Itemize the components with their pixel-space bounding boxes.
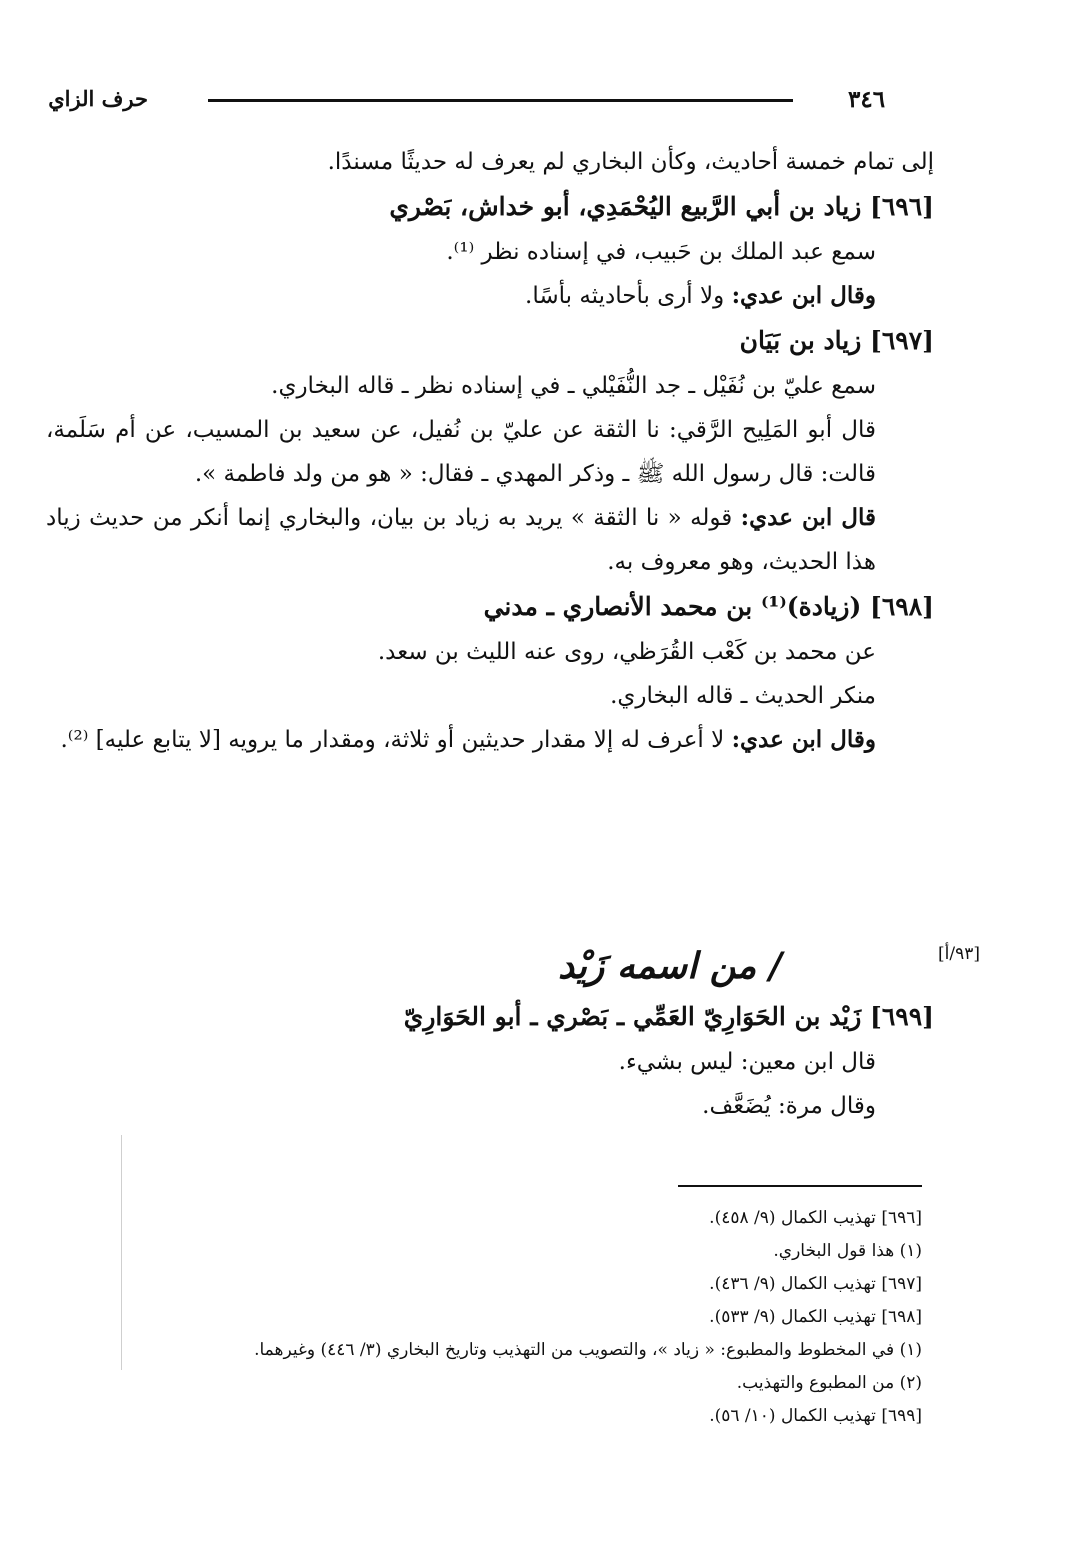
paragraph-text: ولا أرى بأحاديثه بأسًا. [525, 283, 732, 309]
paragraph [46, 274, 934, 318]
paragraph: إلى تمام خمسة أحاديث، وكأن البخاري لم يعرف له حديثًا مسندًا. [327, 149, 934, 175]
footnote-rule [678, 1185, 922, 1187]
paragraph-text: قوله « نا الثقة » يريد به زياد بن بيان، والبخاري إنما أنكر من حديث زياد هذا الحديث، وهو معروف به. [46, 505, 876, 575]
folio-marker: [٩٣/أ] [938, 944, 980, 964]
paragraph: عن محمد بن كَعْب القُرَظي، روى عنه الليث بن سعد. [377, 639, 876, 665]
entry-heading-697: [٦٩٧] زياد بن بَيَان [739, 326, 934, 355]
paragraph: قال ابن معين: ليس بشيء. [618, 1049, 876, 1075]
paragraph: منكر الحديث ـ قاله البخاري. [610, 683, 876, 709]
page-number: ٣٤٦ [848, 86, 886, 113]
paragraph [46, 496, 934, 584]
paragraph: سمع عبد الملك بن حَبيب، في إسناده نظر ⁽¹⁾. [446, 239, 876, 265]
footnote: [٦٩٧] تهذيب الكمال (٩/ ٤٣٦). [709, 1274, 922, 1294]
section-heading: / من اسمه زَيْد [557, 945, 782, 987]
footnote: (١) في المخطوط والمطبوع: « زياد »، والتصويب من التهذيب وتاريخ البخاري (٣/ ٤٤٦) وغيرهما. [254, 1340, 922, 1360]
paragraph: وقال مرة: يُضَعَّف. [702, 1093, 876, 1119]
footnote: (٢) من المطبوع والتهذيب. [736, 1373, 922, 1393]
header-rule [208, 99, 793, 102]
running-header [28, 86, 1028, 122]
paragraph: سمع عليّ بن نُفَيْل ـ جد النُّفَيْلي ـ في إسناده نظر ـ قاله البخاري. [271, 373, 876, 399]
paragraph [46, 718, 934, 762]
speaker-lead: وقال ابن عدي: [731, 282, 876, 309]
speaker-lead: وقال ابن عدي: [731, 726, 876, 753]
footnotes [42, 1202, 922, 1433]
main-text [46, 140, 934, 762]
footnote: [٦٩٦] تهذيب الكمال (٩/ ٤٥٨). [709, 1208, 922, 1228]
entry-heading-698: [٦٩٨] (زيادة)⁽¹⁾ بن محمد الأنصاري ـ مدني [483, 592, 934, 621]
running-title: حرف الزاي [48, 86, 148, 111]
paragraph: قال أبو المَلِيح الرَّقي: نا الثقة عن عليّ بن نُفيل، عن سعيد بن المسيب، عن أم سَلَمة، قالت: قال رسول الله ﷺ ـ وذكر المهدي ـ فقال: « هو من ولد فاطمة ». [46, 417, 876, 487]
entry-heading-696: [٦٩٦] زياد بن أبي الرَّبيع اليُحْمَدِي، أبو خداش، بَصْري [389, 192, 934, 221]
speaker-lead: قال ابن عدي: [740, 504, 876, 531]
entry-heading-699: [٦٩٩] زَيْد بن الحَوَارِيّ العَمِّي ـ بَصْري ـ أبو الحَوَارِيّ [403, 1002, 934, 1031]
paragraph-text: لا أعرف له إلا مقدار حديثين أو ثلاثة، ومقدار ما يرويه [لا يتابع عليه] ⁽²⁾. [60, 727, 732, 753]
section-zayd [46, 938, 934, 1128]
footnote: (١) هذا قول البخاري. [773, 1241, 922, 1261]
footnote: [٦٩٨] تهذيب الكمال (٩/ ٥٣٣). [709, 1307, 922, 1327]
footnote: [٦٩٩] تهذيب الكمال (١٠/ ٥٦). [709, 1406, 922, 1426]
